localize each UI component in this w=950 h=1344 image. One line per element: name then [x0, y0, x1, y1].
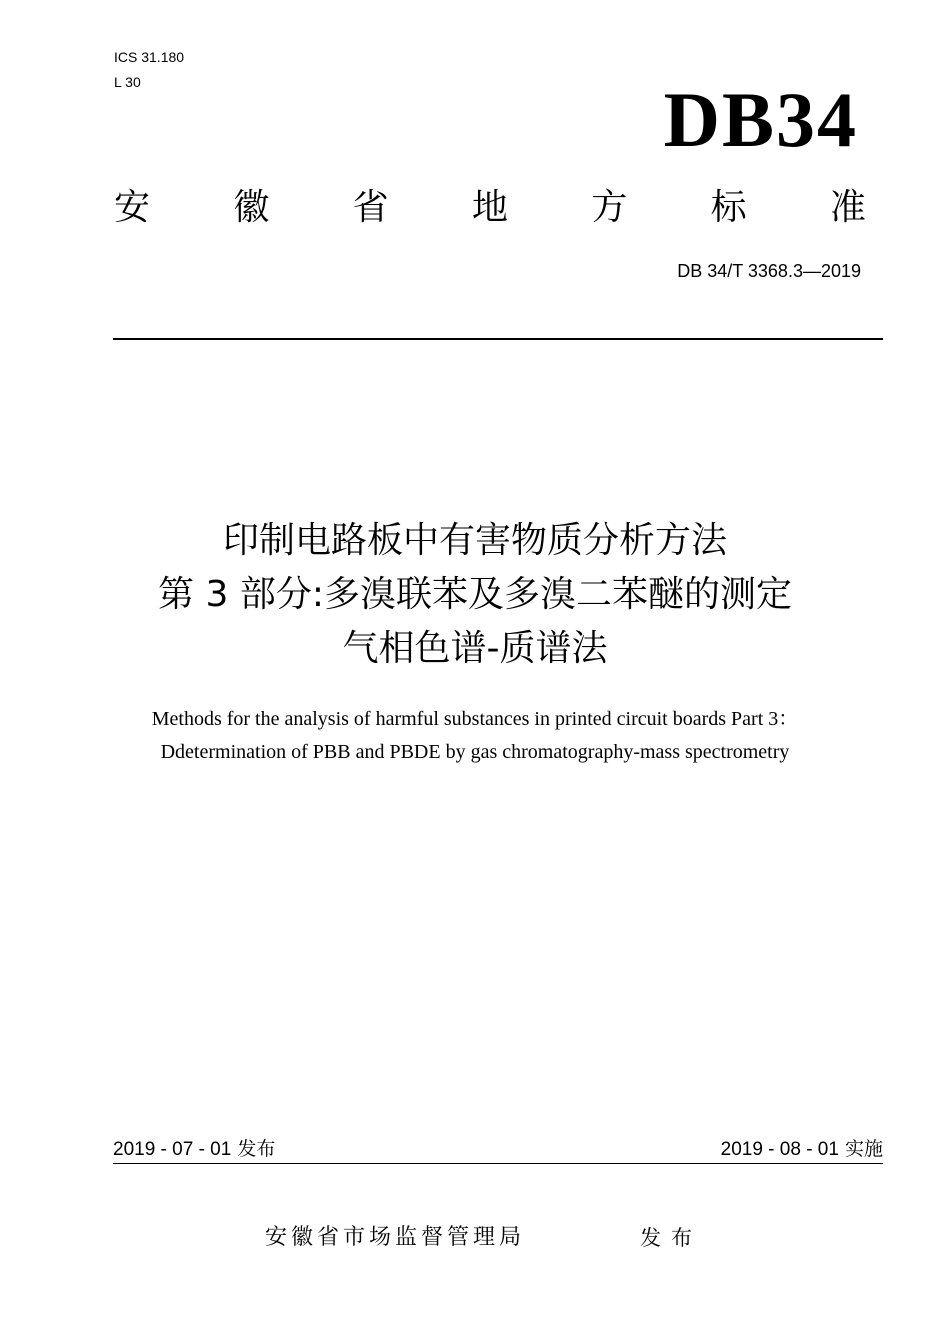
issue-word: 发布	[640, 1226, 702, 1250]
ics-code: ICS 31.180	[114, 49, 185, 65]
standard-type-char: 徽	[233, 187, 270, 228]
header-divider	[113, 338, 883, 340]
standard-type-char: 方	[591, 187, 628, 228]
standard-type-char: 地	[471, 187, 508, 228]
implementation-date-value: 2019 - 08 - 01	[720, 1139, 839, 1160]
standard-type-char: 标	[710, 187, 747, 228]
title-cn-line-2: 第 3 部分:多溴联苯及多溴二苯醚的测定	[158, 574, 792, 615]
standard-type-char: 准	[829, 187, 866, 228]
issuing-authority: 安徽省市场监督管理局	[265, 1225, 526, 1250]
dates-divider	[113, 1163, 883, 1164]
title-cn-line-3: 气相色谱-质谱法	[342, 628, 608, 669]
standard-type-char: 省	[352, 187, 389, 228]
title-en-line-1: Methods for the analysis of harmful substances in printed circuit boards Part 3：	[151, 708, 799, 730]
standard-type-char: 安	[114, 187, 151, 228]
standard-type	[114, 186, 866, 230]
implementation-date	[721, 1137, 883, 1162]
issue-date-value: 2019 - 07 - 01	[113, 1139, 232, 1160]
title-cn-line-1: 印制电路板中有害物质分析方法	[222, 520, 727, 561]
issue-date	[113, 1137, 275, 1162]
title-en-line-2: Ddetermination of PBB and PBDE by gas chromatography-mass spectrometry	[160, 741, 790, 763]
issue-date-label: 发布	[237, 1138, 276, 1160]
ccs-code: L 30	[114, 74, 141, 90]
standard-number: DB 34/T 3368.3—2019	[677, 261, 861, 281]
implementation-date-label: 实施	[844, 1138, 883, 1160]
db-code-logo: DB34	[663, 76, 858, 163]
